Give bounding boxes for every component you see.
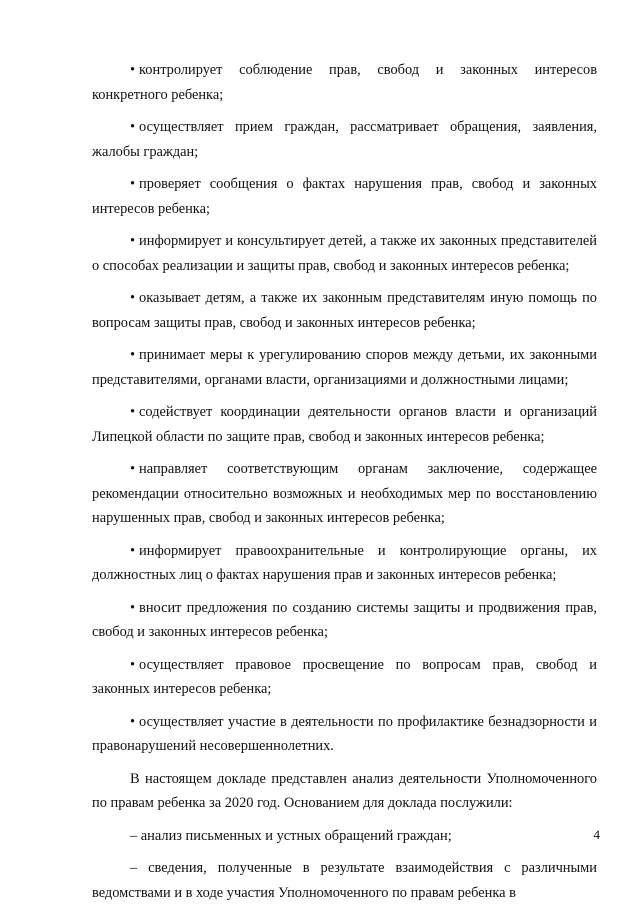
bullet-text: осуществляет прием граждан, рассматривает обращения, заявления, жалобы граждан;: [92, 119, 597, 160]
bullet-icon: •: [130, 713, 136, 730]
dash-item: – сведения, полученные в результате взаимодействия с различными ведомствами и в ходе участия Уполномоченного по правам ребенка в: [92, 860, 597, 901]
bullet-item: [92, 172, 597, 221]
bullet-item: [92, 457, 597, 531]
bullet-text: содействует координации деятельности органов власти и организаций Липецкой области по защите прав, свобод и законных интересов ребенка;: [92, 404, 597, 445]
intro-paragraph: В настоящем докладе представлен анализ деятельности Уполномоченного по правам ребенка за 2020 год. Основанием для доклада послужили:: [92, 770, 597, 811]
bullet-item: [92, 343, 597, 392]
bullet-icon: •: [130, 542, 136, 559]
dash-item: – анализ письменных и устных обращений граждан;: [130, 827, 452, 844]
bullet-text: осуществляет участие в деятельности по профилактике безнадзорности и правонарушений несовершеннолетних.: [92, 713, 597, 754]
bullet-icon: •: [130, 62, 136, 78]
bullet-item: [92, 596, 597, 645]
bullet-icon: •: [130, 347, 136, 363]
bullet-text: информирует правоохранительные и контролирующие органы, их должностных лиц о фактах нарушения прав и законных интересов ребенка;: [92, 542, 597, 583]
bullet-item: [92, 58, 597, 107]
bullet-item: [92, 539, 597, 588]
bullet-icon: •: [130, 599, 136, 616]
bullet-text: направляет соответствующим органам заключение, содержащее рекомендации относительно возможных и необходимых мер по восстановлению нарушенных прав, свобод и законных интересов ребенка;: [92, 461, 597, 526]
bullet-icon: •: [130, 404, 136, 420]
bullet-icon: •: [130, 656, 136, 673]
page-number: 4: [593, 827, 600, 842]
bullet-item: [92, 229, 597, 278]
bullet-icon: •: [130, 119, 136, 135]
bullet-text: информирует и консультирует детей, а также их законных представителей о способах реализации и защиты прав, свобод и законных интересов ребенка;: [92, 233, 597, 274]
bullet-text: оказывает детям, а также их законным представителям иную помощь по вопросам защиты прав, свобод и законных интересов ребенка;: [92, 290, 597, 331]
bullet-icon: •: [130, 176, 136, 192]
bullet-item: [92, 653, 597, 702]
bullet-text: осуществляет правовое просвещение по вопросам прав, свобод и законных интересов ребенка;: [92, 656, 597, 697]
bullet-text: вносит предложения по созданию системы защиты и продвижения прав, свобод и законных интересов ребенка;: [92, 599, 597, 640]
bullet-item: [92, 400, 597, 449]
bullet-text: контролирует соблюдение прав, свобод и законных интересов конкретного ребенка;: [92, 62, 597, 103]
bullet-item: [92, 710, 597, 759]
bullet-text: проверяет сообщения о фактах нарушения прав, свобод и законных интересов ребенка;: [92, 176, 597, 217]
bullet-icon: •: [130, 461, 136, 477]
bullet-icon: •: [130, 290, 136, 306]
bullet-item: [92, 286, 597, 335]
bullet-text: принимает меры к урегулированию споров между детьми, их законными представителями, органами власти, организациями и должностными лицами;: [92, 347, 597, 388]
page-body: [92, 58, 597, 913]
bullet-icon: •: [130, 233, 136, 249]
bullet-item: [92, 115, 597, 164]
